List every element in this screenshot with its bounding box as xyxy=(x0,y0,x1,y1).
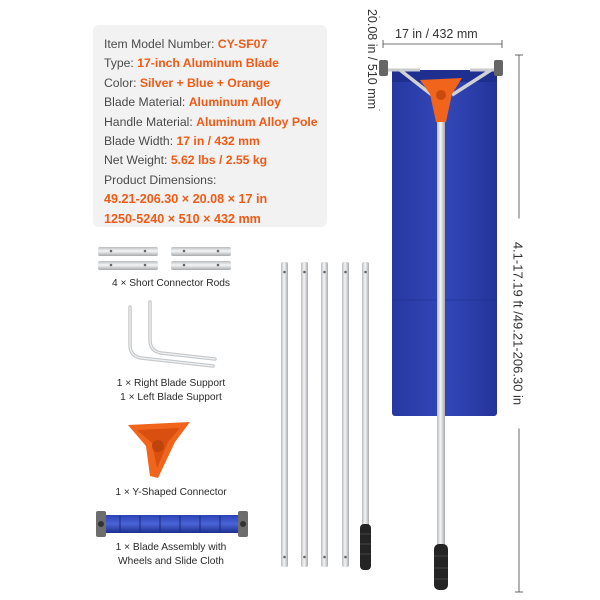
pole-grip xyxy=(360,524,371,570)
short-connector-rods xyxy=(98,247,231,270)
spec-dimensions-label: Product Dimensions: xyxy=(104,172,217,187)
blade-assembly-part xyxy=(96,511,248,537)
y-connector-part xyxy=(128,422,190,478)
width-measure: 17 in / 432 mm xyxy=(392,27,481,41)
length-measure: 4.1-17.19 ft /49.21-206.30 in xyxy=(511,219,526,429)
caption-left-blade-support: 1 × Left Blade Support xyxy=(120,392,222,403)
spec-handle-material: Handle Material: Aluminum Alloy Pole xyxy=(104,114,318,129)
blade-supports xyxy=(130,302,215,366)
spec-dimensions-metric: 1250-5240 × 510 × 432 mm xyxy=(104,211,261,226)
spec-blade-material: Blade Material: Aluminum Alloy xyxy=(104,95,281,110)
pole-sections xyxy=(281,262,369,567)
spec-dimensions-imperial: 49.21-206.30 × 20.08 × 17 in xyxy=(104,192,268,207)
caption-right-blade-support: 1 × Right Blade Support xyxy=(116,378,226,389)
assembled-snow-rake xyxy=(379,60,503,590)
caption-y-connector: 1 × Y-Shaped Connector xyxy=(115,487,227,498)
spec-type: Type: 17-inch Aluminum Blade xyxy=(104,56,279,71)
caption-blade-assembly-2: Wheels and Slide Cloth xyxy=(118,556,224,567)
caption-connector-rods: 4 × Short Connector Rods xyxy=(111,278,231,289)
spec-model: Item Model Number: CY-SF07 xyxy=(104,37,268,51)
depth-measure: 20.08 in / 510 mm xyxy=(365,0,379,124)
spec-color: Color: Silver + Blue + Orange xyxy=(104,75,270,90)
spec-blade-width: Blade Width: 17 in / 432 mm xyxy=(104,134,260,149)
caption-blade-assembly-1: 1 × Blade Assembly with xyxy=(115,542,227,553)
spec-net-weight: Net Weight: 5.62 lbs / 2.55 kg xyxy=(104,153,268,168)
